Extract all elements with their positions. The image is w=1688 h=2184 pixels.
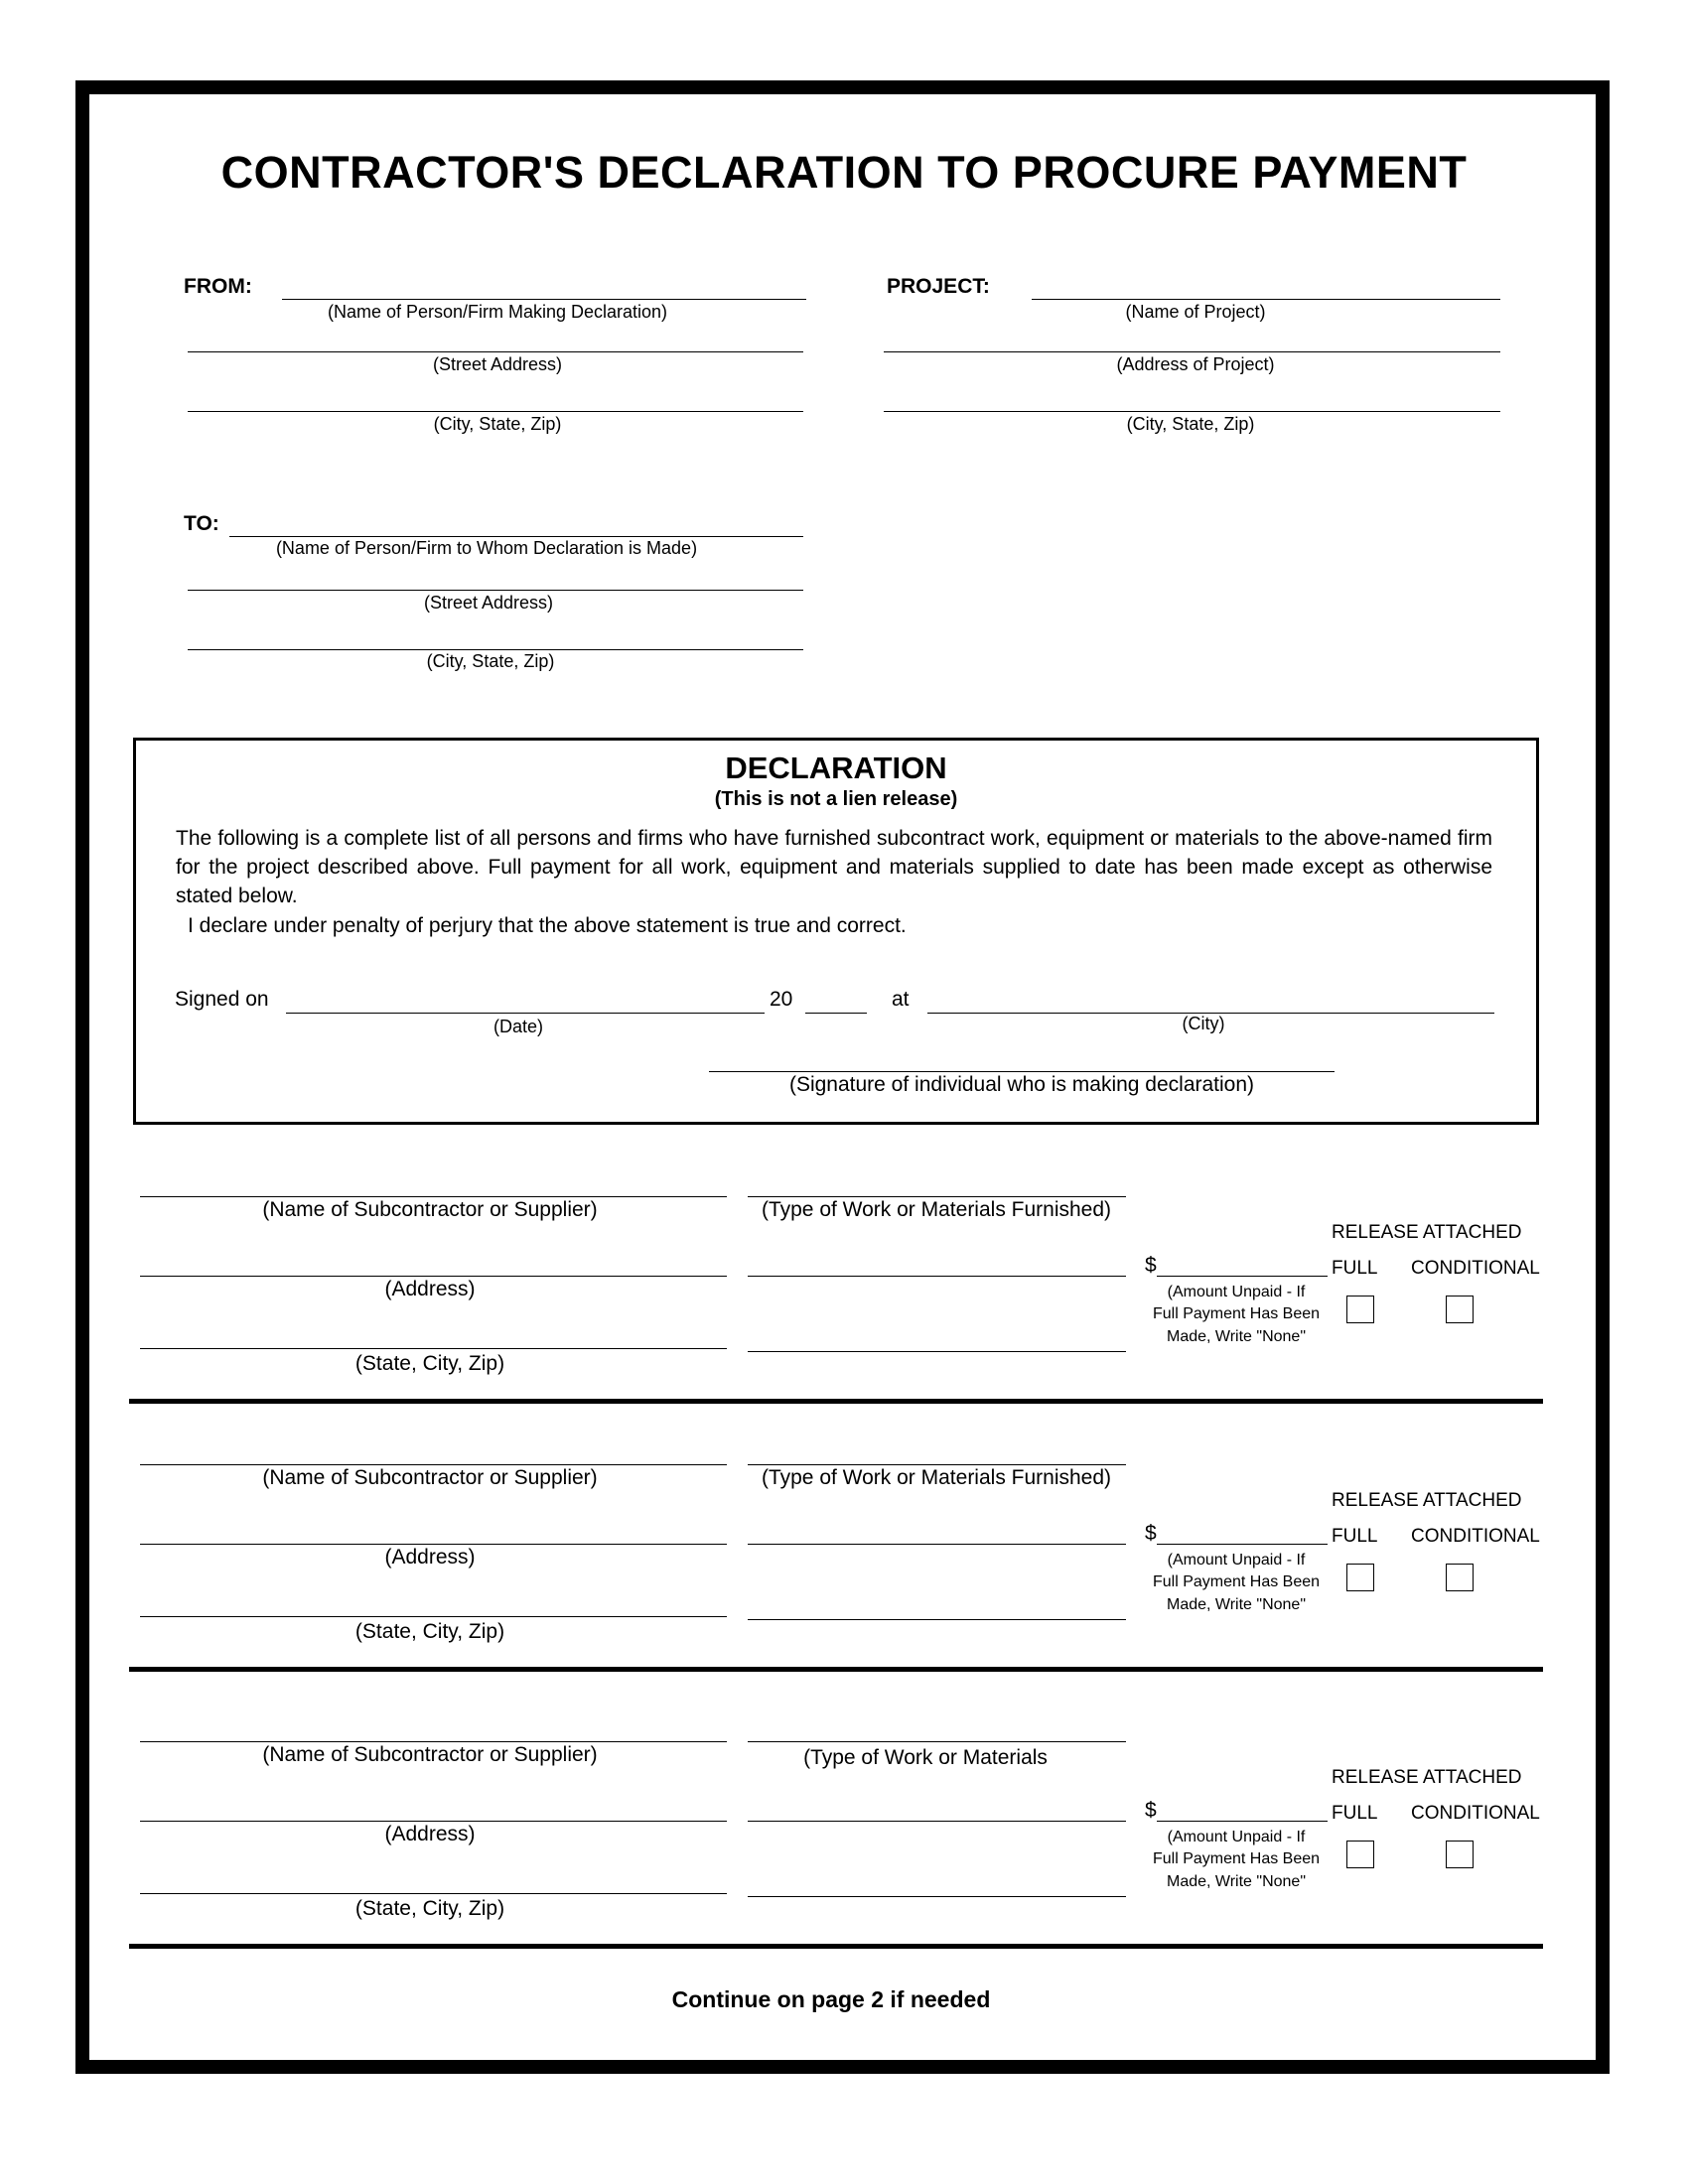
continue-note: Continue on page 2 if needed	[671, 1986, 991, 2012]
amount-unpaid-field[interactable]	[1157, 1544, 1328, 1545]
entry-divider	[129, 1399, 1543, 1404]
to-street-hint: (Street Address)	[423, 593, 554, 613]
full-release-checkbox[interactable]	[1346, 1841, 1374, 1868]
amount-hint-3: Made, Write "None"	[1166, 1873, 1307, 1890]
amount-hint-2: Full Payment Has Been	[1152, 1850, 1321, 1867]
signature-field[interactable]	[709, 1071, 1335, 1072]
amount-hint-2: Full Payment Has Been	[1152, 1305, 1321, 1322]
year-prefix: 20	[770, 988, 793, 1011]
full-label: FULL	[1332, 1526, 1378, 1547]
supplier-name-hint: (Name of Subcontractor or Supplier)	[262, 1743, 598, 1766]
to-name-hint: (Name of Person/Firm to Whom Declaration is Made)	[275, 538, 698, 558]
dollar-sign: $	[1145, 1799, 1157, 1822]
declaration-subheading: (This is not a lien release)	[714, 788, 958, 810]
work-type-hint: (Type of Work or Materials Furnished)	[761, 1466, 1112, 1489]
supplier-state-hint: (State, City, Zip)	[354, 1897, 505, 1920]
amount-hint-1: (Amount Unpaid - If	[1167, 1284, 1306, 1300]
signature-hint: (Signature of individual who is making declaration)	[788, 1073, 1255, 1096]
amount-hint-1: (Amount Unpaid - If	[1167, 1829, 1306, 1845]
amount-unpaid-field[interactable]	[1157, 1821, 1328, 1822]
subcontractor-entry	[0, 1171, 1688, 1430]
date-hint: (Date)	[492, 1017, 544, 1036]
conditional-label: CONDITIONAL	[1411, 1258, 1540, 1279]
supplier-state-field[interactable]	[140, 1893, 727, 1894]
work-type-field-line-3[interactable]	[748, 1351, 1126, 1352]
from-street-hint: (Street Address)	[432, 354, 563, 374]
supplier-state-field[interactable]	[140, 1348, 727, 1349]
full-release-checkbox[interactable]	[1346, 1296, 1374, 1323]
at-label: at	[892, 988, 910, 1011]
amount-unpaid-field[interactable]	[1157, 1276, 1328, 1277]
supplier-address-field[interactable]	[140, 1544, 727, 1545]
conditional-label: CONDITIONAL	[1411, 1526, 1540, 1547]
declaration-perjury: I declare under penalty of perjury that the above statement is true and correct.	[188, 914, 907, 937]
full-label: FULL	[1332, 1258, 1378, 1279]
work-type-field-line-3[interactable]	[748, 1619, 1126, 1620]
supplier-name-field[interactable]	[140, 1741, 727, 1742]
from-city-field[interactable]	[188, 411, 803, 412]
work-type-hint: (Type of Work or Materials Furnished)	[761, 1198, 1112, 1221]
to-city-hint: (City, State, Zip)	[426, 651, 555, 671]
supplier-name-hint: (Name of Subcontractor or Supplier)	[262, 1198, 598, 1221]
amount-hint-3: Made, Write "None"	[1166, 1596, 1307, 1613]
supplier-state-field[interactable]	[140, 1616, 727, 1617]
project-name-hint: (Name of Project)	[1125, 302, 1266, 322]
full-label: FULL	[1332, 1803, 1378, 1824]
supplier-name-field[interactable]	[140, 1464, 727, 1465]
work-type-field-line-2[interactable]	[748, 1276, 1126, 1277]
supplier-address-hint: (Address)	[384, 1546, 476, 1569]
supplier-name-field[interactable]	[140, 1196, 727, 1197]
from-city-hint: (City, State, Zip)	[433, 414, 562, 434]
to-name-field[interactable]	[229, 536, 803, 537]
signed-on-label: Signed on	[175, 988, 269, 1011]
dollar-sign: $	[1145, 1522, 1157, 1545]
supplier-address-hint: (Address)	[384, 1278, 476, 1300]
declaration-box	[133, 738, 1539, 1125]
amount-hint-1: (Amount Unpaid - If	[1167, 1552, 1306, 1569]
to-street-field[interactable]	[188, 590, 803, 591]
to-city-field[interactable]	[188, 649, 803, 650]
work-type-hint: (Type of Work or Materials	[803, 1746, 1048, 1769]
year-field[interactable]	[805, 1013, 867, 1014]
to-label: TO:	[184, 512, 219, 535]
release-attached-label: RELEASE ATTACHED	[1332, 1490, 1522, 1511]
city-hint: (City)	[1182, 1014, 1225, 1033]
project-city-hint: (City, State, Zip)	[1126, 414, 1255, 434]
signed-date-field[interactable]	[286, 1013, 765, 1014]
entry-divider	[129, 1944, 1543, 1949]
conditional-release-checkbox[interactable]	[1446, 1841, 1474, 1868]
supplier-address-field[interactable]	[140, 1276, 727, 1277]
project-address-hint: (Address of Project)	[1116, 354, 1275, 374]
conditional-release-checkbox[interactable]	[1446, 1296, 1474, 1323]
project-label: PROJECT:	[887, 275, 990, 298]
supplier-state-hint: (State, City, Zip)	[354, 1620, 505, 1643]
release-attached-label: RELEASE ATTACHED	[1332, 1767, 1522, 1788]
from-name-hint: (Name of Person/Firm Making Declaration)	[327, 302, 668, 322]
work-type-field-line-2[interactable]	[748, 1821, 1126, 1822]
supplier-address-field[interactable]	[140, 1821, 727, 1822]
project-address-field[interactable]	[884, 351, 1500, 352]
work-type-field-line-2[interactable]	[748, 1544, 1126, 1545]
supplier-name-hint: (Name of Subcontractor or Supplier)	[262, 1466, 598, 1489]
entry-divider	[129, 1667, 1543, 1672]
amount-hint-2: Full Payment Has Been	[1152, 1573, 1321, 1590]
supplier-state-hint: (State, City, Zip)	[354, 1352, 505, 1375]
from-name-field[interactable]	[282, 299, 806, 300]
project-city-field[interactable]	[884, 411, 1500, 412]
declaration-body: The following is a complete list of all persons and firms who have furnished subcontract work, equipment or materials to the above-named firm for the project described above. Full payment for all work, equipment and materials supplied to date has been made except as otherwise stated below.	[176, 827, 1492, 907]
work-type-field[interactable]	[748, 1741, 1126, 1742]
work-type-field[interactable]	[748, 1464, 1126, 1465]
from-street-field[interactable]	[188, 351, 803, 352]
work-type-field[interactable]	[748, 1196, 1126, 1197]
amount-hint-3: Made, Write "None"	[1166, 1328, 1307, 1345]
conditional-label: CONDITIONAL	[1411, 1803, 1540, 1824]
project-name-field[interactable]	[1032, 299, 1500, 300]
work-type-field-line-3[interactable]	[748, 1896, 1126, 1897]
subcontractor-entry	[0, 1716, 1688, 1975]
full-release-checkbox[interactable]	[1346, 1564, 1374, 1591]
release-attached-label: RELEASE ATTACHED	[1332, 1222, 1522, 1243]
dollar-sign: $	[1145, 1254, 1157, 1277]
conditional-release-checkbox[interactable]	[1446, 1564, 1474, 1591]
from-label: FROM:	[184, 275, 252, 298]
form-title: CONTRACTOR'S DECLARATION TO PROCURE PAYMENT	[220, 147, 1468, 198]
declaration-heading: DECLARATION	[725, 751, 947, 785]
subcontractor-entry	[0, 1439, 1688, 1698]
supplier-address-hint: (Address)	[384, 1823, 476, 1845]
